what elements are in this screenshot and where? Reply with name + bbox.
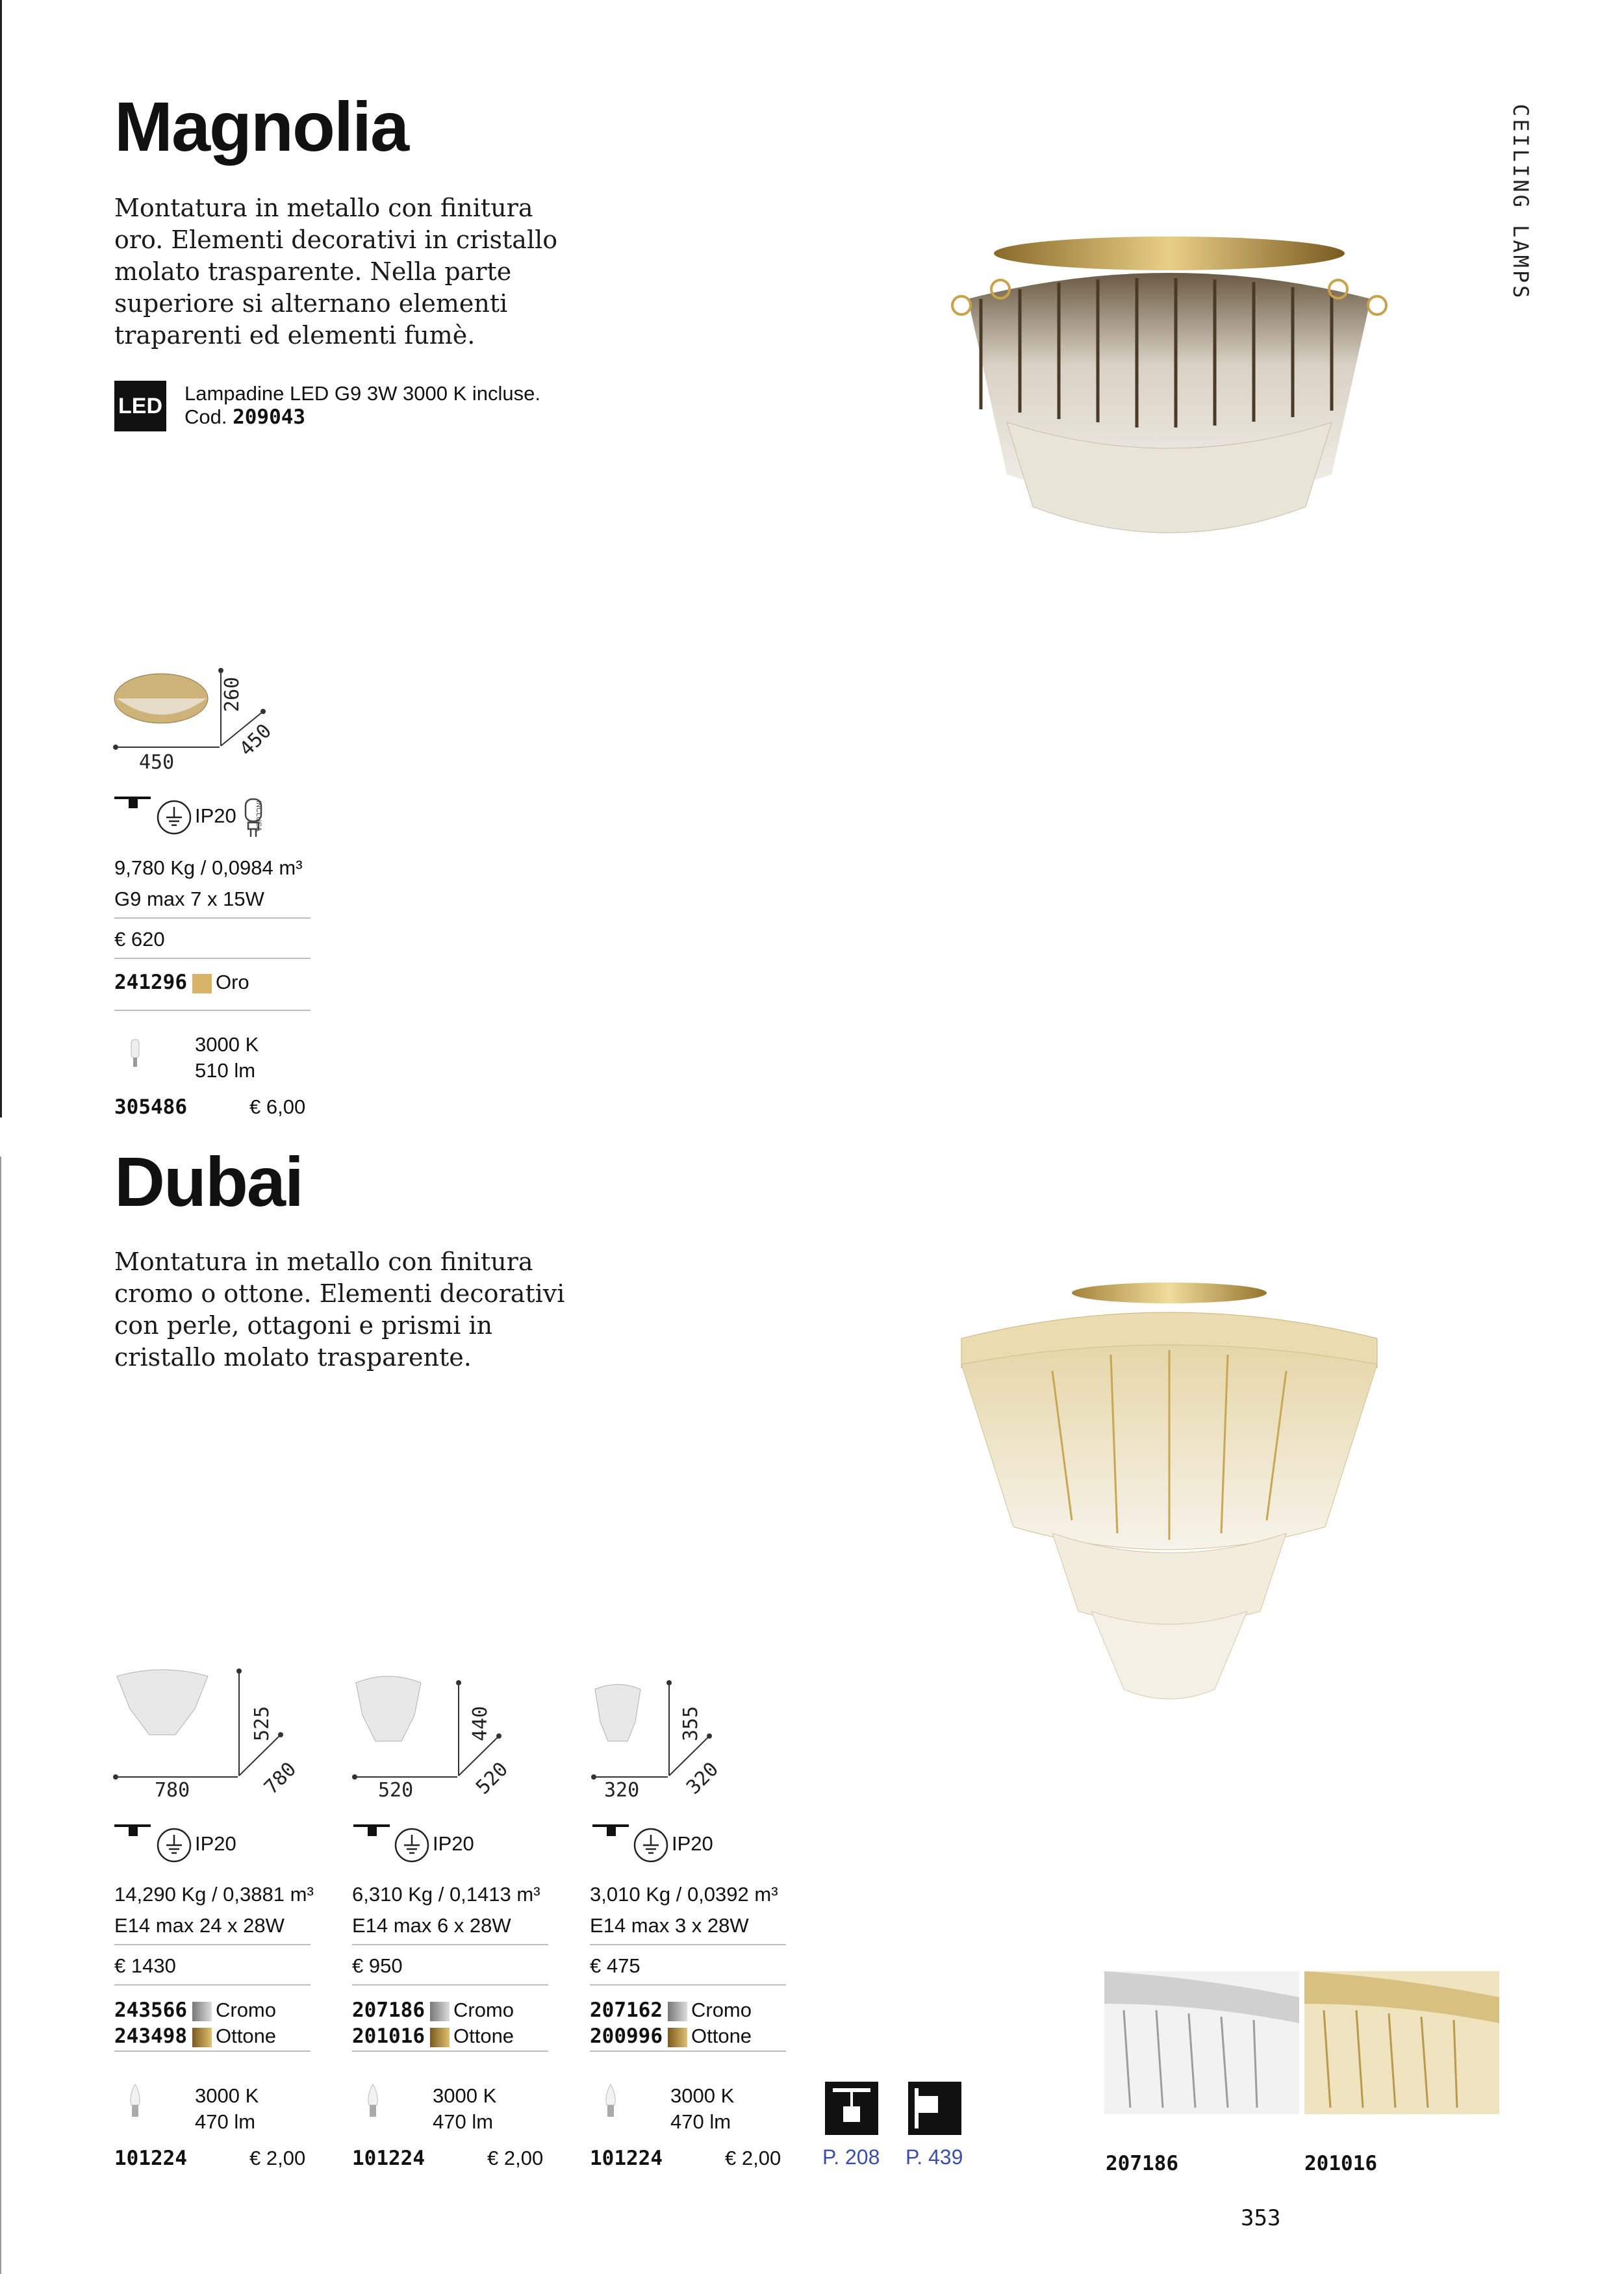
dubai-780-dim-width: 780: [155, 1779, 190, 1802]
divider: [114, 958, 311, 959]
dubai-chandelier-image: [922, 1273, 1416, 1715]
magnolia-dim-width: 450: [139, 751, 175, 774]
magnolia-dim-height: 260: [221, 676, 244, 712]
incluse-label: INCLUSA: [255, 800, 262, 832]
wall-family-icon[interactable]: [908, 2082, 961, 2135]
dubai-320-ip-rating: IP20: [672, 1832, 713, 1855]
magnolia-ip-rating: IP20: [195, 804, 236, 827]
detail-photo-ottone: [1304, 1971, 1499, 2114]
dubai-520-dim-height: 440: [469, 1706, 492, 1741]
divider: [590, 1944, 786, 1945]
magnolia-price: € 620: [114, 928, 165, 951]
magnolia-bulb-spec: G9 max 7 x 15W: [114, 888, 264, 910]
detail-photo-cromo: [1104, 1971, 1299, 2114]
finish-swatch-cromo: [192, 2002, 212, 2021]
dubai-520-bulb-spec: E14 max 6 x 28W: [352, 1914, 511, 1937]
finish-swatch-ottone: [430, 2028, 450, 2047]
detail-code-ottone: 201016: [1304, 2152, 1377, 2175]
dubai-520-lamp-code: 101224: [352, 2147, 425, 2170]
dubai-320-dim-height: 355: [679, 1706, 702, 1741]
divider: [352, 1944, 548, 1945]
magnolia-lamp-price: € 6,00: [249, 1095, 306, 1118]
product-title-magnolia: Magnolia: [114, 87, 409, 166]
dubai-780-dim-height: 525: [251, 1706, 273, 1741]
e14-candle-lamp-icon: [603, 2083, 618, 2122]
bulb-included-icon: [240, 797, 266, 839]
dubai-320-dim-width: 320: [604, 1779, 640, 1802]
magnolia-weight: 9,780 Kg / 0,0984 m³: [114, 856, 303, 879]
section-side-label: CEILING LAMPS: [1508, 104, 1533, 301]
divider: [590, 2050, 786, 2052]
finish-swatch-cromo: [668, 2002, 687, 2021]
finish-swatch-ottone: [668, 2028, 687, 2047]
dubai-320-dim-depth: 320: [682, 1757, 724, 1799]
dubai-780-code-rows: 243566 Cromo 243498 Ottone: [114, 1999, 277, 2048]
earth-class-icon: [156, 799, 192, 836]
earth-class-icon: [394, 1827, 430, 1863]
led-bulb-note: Lampadine LED G9 3W 3000 K incluse. Cod. 209043: [184, 382, 540, 429]
dubai-520-code-rows: 207186 Cromo 201016 Ottone: [352, 1999, 514, 2048]
dubai-780-price: € 1430: [114, 1954, 176, 1977]
divider: [114, 1010, 311, 1011]
dubai-780-lamp-code: 101224: [114, 2147, 187, 2170]
dubai-320-bulb-spec: E14 max 3 x 28W: [590, 1914, 749, 1937]
divider: [352, 1984, 548, 1986]
pendant-family-icon[interactable]: [825, 2082, 878, 2135]
dubai-520-lamp-specs: 3000 K 470 lm: [433, 2084, 497, 2133]
g9-lamp-icon: [127, 1038, 143, 1071]
finish-swatch-oro: [192, 974, 212, 993]
dubai-780-dim-depth: 780: [260, 1757, 301, 1799]
e14-candle-lamp-icon: [127, 2083, 143, 2122]
earth-class-icon: [633, 1827, 669, 1863]
link-page-439[interactable]: P. 439: [906, 2145, 963, 2169]
dubai-780-lamp-specs: 3000 K 470 lm: [195, 2084, 259, 2133]
dubai-320-code-rows: 207162 Cromo 200996 Ottone: [590, 1999, 752, 2048]
magnolia-chandelier-image: [916, 227, 1423, 565]
ceiling-mount-icon: [114, 797, 151, 815]
dubai-320-weight: 3,010 Kg / 0,0392 m³: [590, 1883, 778, 1906]
earth-class-icon: [156, 1827, 192, 1863]
ceiling-mount-icon: [114, 1824, 151, 1843]
product-title-dubai: Dubai: [114, 1142, 303, 1221]
left-edge-rule: [0, 0, 2, 1118]
magnolia-lamp-code: 305486: [114, 1095, 187, 1119]
magnolia-lamp-specs: 3000 K 510 lm: [195, 1033, 259, 1082]
dubai-780-bulb-spec: E14 max 24 x 28W: [114, 1914, 285, 1937]
finish-swatch-ottone: [192, 2028, 212, 2047]
magnolia-code-row: 241296 Oro: [114, 971, 249, 994]
dubai-520-dim-width: 520: [378, 1779, 414, 1802]
divider: [590, 1984, 786, 1986]
e14-candle-lamp-icon: [365, 2083, 381, 2122]
divider: [114, 1984, 311, 1986]
dubai-520-ip-rating: IP20: [433, 1832, 474, 1855]
dubai-520-dim-depth: 520: [472, 1757, 513, 1799]
divider: [114, 2050, 311, 2052]
dubai-520-lamp-price: € 2,00: [487, 2147, 544, 2169]
dubai-320-lamp-price: € 2,00: [725, 2147, 781, 2169]
dubai-520-weight: 6,310 Kg / 0,1413 m³: [352, 1883, 540, 1906]
left-edge-rule-lower: [0, 1156, 1, 2274]
divider: [352, 2050, 548, 2052]
dubai-780-lamp-price: € 2,00: [249, 2147, 306, 2169]
ceiling-mount-icon: [353, 1824, 390, 1843]
dubai-780-weight: 14,290 Kg / 0,3881 m³: [114, 1883, 314, 1906]
page-number: 353: [1241, 2205, 1281, 2231]
dubai-description: Montatura in metallo con finitura cromo o ottone. Elementi decorativi con perle, ottagoni e prismi in cristallo molato trasparente.: [114, 1247, 565, 1372]
dubai-520-price: € 950: [352, 1954, 403, 1977]
finish-swatch-cromo: [430, 2002, 450, 2021]
dubai-320-lamp-specs: 3000 K 470 lm: [670, 2084, 735, 2133]
magnolia-dim-depth: 450: [235, 719, 277, 761]
link-page-208[interactable]: P. 208: [822, 2145, 880, 2169]
ceiling-mount-icon: [592, 1824, 629, 1843]
dubai-780-ip-rating: IP20: [195, 1832, 236, 1855]
dubai-320-lamp-code: 101224: [590, 2147, 663, 2170]
led-badge: LED: [114, 381, 166, 431]
detail-code-cromo: 207186: [1106, 2152, 1178, 2175]
dubai-320-price: € 475: [590, 1954, 641, 1977]
divider: [114, 917, 311, 919]
dubai-520-thumbnail: [349, 1663, 544, 1793]
divider: [114, 1944, 311, 1945]
magnolia-description: Montatura in metallo con finitura oro. Elementi decorativi in cristallo molato trasparente. Nella parte superiore si alternano elementi traparenti ed elementi fumè.: [114, 194, 558, 350]
